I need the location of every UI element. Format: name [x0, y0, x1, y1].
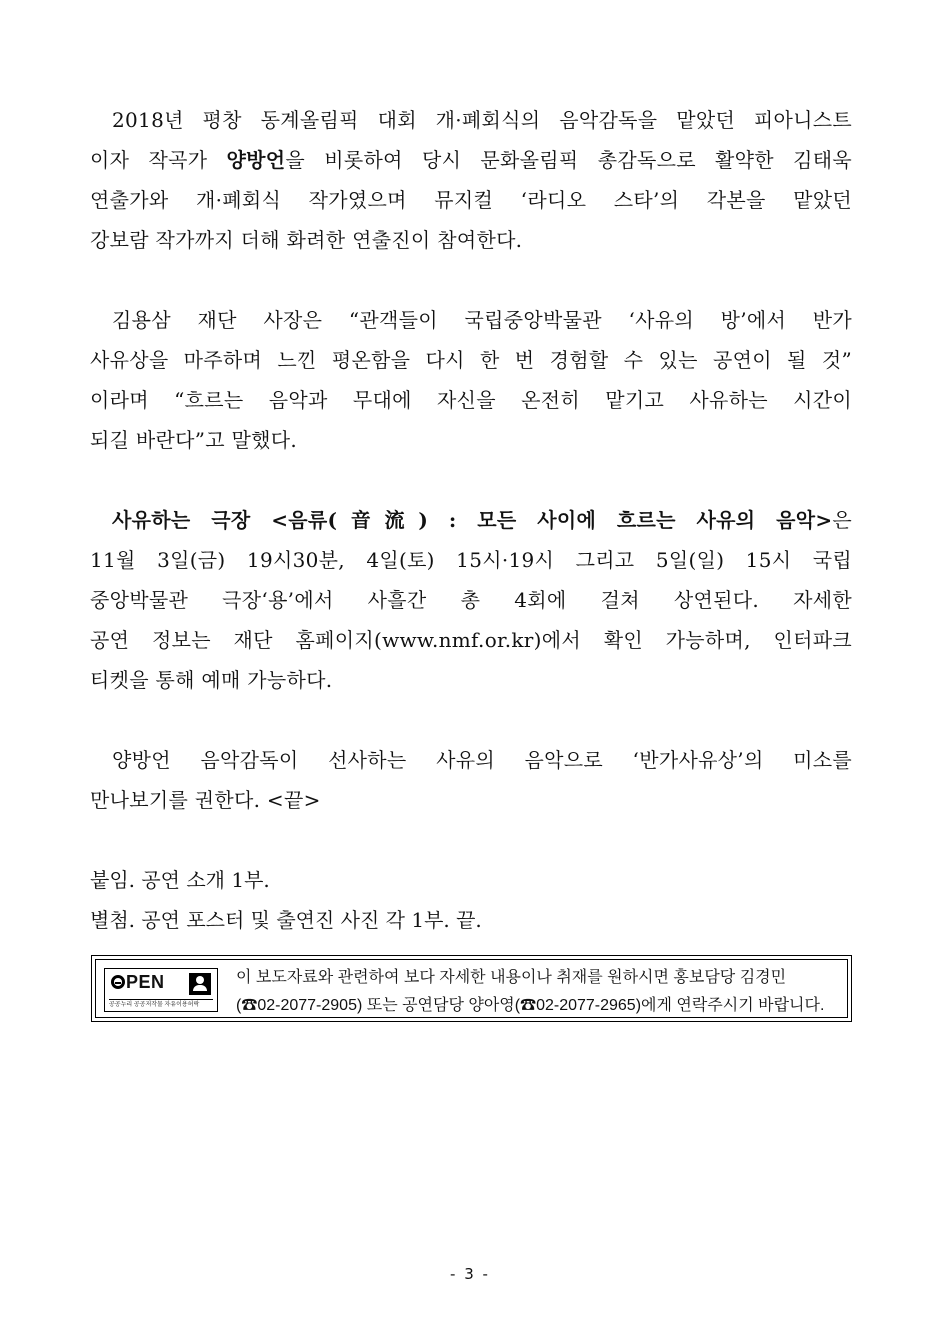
text-line: 되길 바란다”고 말했다.	[90, 428, 298, 452]
open-o-icon	[111, 975, 125, 989]
open-logo-text: PEN	[126, 972, 165, 992]
paragraph-performers	[90, 100, 852, 260]
contact-text	[236, 964, 841, 1020]
text-line: 강보람 작가까지 더해 화려한 연출진이 참여한다.	[90, 228, 523, 252]
contact-box	[91, 955, 852, 1022]
page-number: - 3 -	[450, 1265, 490, 1283]
text-line: 사유상을 마주하며 느낀 평온함을 다시 한 번 경험할 수 있는 공연이 될 것”	[90, 348, 852, 372]
enclosure-line: 별첨. 공연 포스터 및 출연진 사진 각 1부. 끝.	[90, 908, 482, 932]
open-license-logo	[104, 968, 218, 1012]
attribution-person-icon	[189, 973, 211, 995]
text-line: 연출가와 개·폐회식 작가였으며 뮤지컬 ‘라디오 스타’의 각본을 맡았던	[90, 188, 852, 212]
text-line: 이자 작곡가 양방언을 비롯하여 당시 문화올림픽 총감독으로 활약한 김태욱	[90, 148, 852, 172]
text-line: 양방언 음악감독이 선사하는 사유의 음악으로 ‘반가사유상’의 미소를	[112, 748, 852, 772]
text-line: 사유하는 극장 <음류(音流) : 모든 사이에 흐르는 사유의 음악>은	[112, 508, 852, 532]
text-line: 중앙박물관 극장‘용’에서 사흘간 총 4회에 걸쳐 상연된다. 자세한	[90, 588, 852, 612]
text-line: 만나보기를 권한다. <끝>	[90, 788, 321, 812]
text-line: 이라며 “흐르는 음악과 무대에 자신을 온전히 맡기고 사유하는 시간이	[90, 388, 852, 412]
attachment-line: 붙임. 공연 소개 1부.	[90, 868, 270, 892]
paragraph-closing	[90, 740, 852, 820]
text-line: 11월 3일(금) 19시30분, 4일(토) 15시·19시 그리고 5일(일) 15시 국립	[90, 548, 852, 572]
contact-box-inner	[95, 959, 848, 1018]
text-line: 2018년 평창 동계올림픽 대회 개·폐회식의 음악감독을 맡았던 피아니스트	[112, 108, 852, 132]
text-line: 티켓을 통해 예매 가능하다.	[90, 668, 333, 692]
open-logo-wordmark	[111, 972, 165, 993]
contact-line-2: (☎02-2077-2905) 또는 공연담당 양아영(☎02-2077-2965)에게 연락주시기 바랍니다.	[236, 997, 825, 1014]
open-logo-caption: 공공누리 공공저작물 자유이용허락	[109, 999, 213, 1009]
text-line: 김용삼 재단 사장은 “관객들이 국립중앙박물관 ‘사유의 방’에서 반가	[112, 308, 852, 332]
paragraph-schedule	[90, 500, 852, 700]
paragraph-quote	[90, 300, 852, 460]
contact-line-1: 이 보도자료와 관련하여 보다 자세한 내용이나 취재를 원하시면 홍보담당 김경민	[236, 969, 787, 986]
text-line: 공연 정보는 재단 홈페이지(www.nmf.or.kr)에서 확인 가능하며, 인터파크	[90, 628, 852, 652]
